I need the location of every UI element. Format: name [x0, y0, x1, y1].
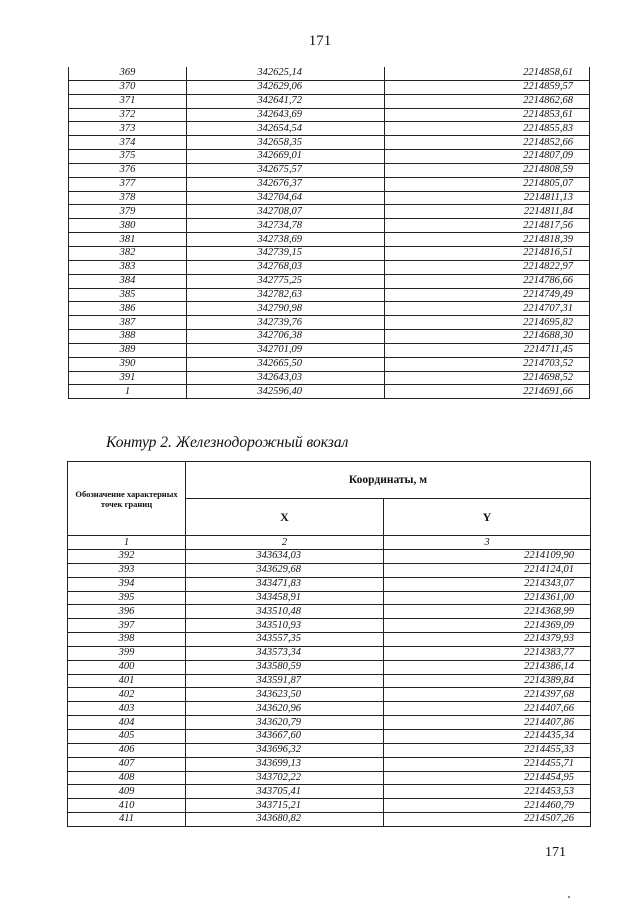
table-row: [69, 260, 590, 274]
point-number-cell: 405: [68, 729, 186, 743]
table-row: [69, 177, 590, 191]
x-coordinate-cell: 343702,22: [186, 771, 384, 785]
table-row: [69, 108, 590, 122]
table-row: [68, 771, 591, 785]
y-coordinate-cell: 2214383,77: [384, 646, 591, 660]
y-coordinate-cell: 2214862,68: [385, 94, 590, 108]
point-number-cell: 383: [69, 260, 187, 274]
y-coordinate-cell: 2214379,93: [384, 633, 591, 647]
point-number-cell: 397: [68, 619, 186, 633]
x-coordinate-cell: 343705,41: [186, 785, 384, 799]
x-coordinate-cell: 343667,60: [186, 729, 384, 743]
x-coordinate-cell: 342734,78: [187, 219, 385, 233]
table-row: [69, 136, 590, 150]
table-row: [68, 702, 591, 716]
header-x: X: [186, 499, 384, 536]
x-coordinate-cell: 342738,69: [187, 233, 385, 247]
x-coordinate-cell: 342596,40: [187, 385, 385, 399]
x-coordinate-cell: 342706,38: [187, 330, 385, 344]
point-number-cell: 371: [69, 94, 187, 108]
y-coordinate-cell: 2214455,33: [384, 743, 591, 757]
point-number-cell: 378: [69, 191, 187, 205]
y-coordinate-cell: 2214124,01: [384, 563, 591, 577]
point-number-cell: 375: [69, 150, 187, 164]
y-coordinate-cell: 2214361,00: [384, 591, 591, 605]
column-number-3: 3: [384, 536, 591, 550]
x-coordinate-cell: 343510,93: [186, 619, 384, 633]
y-coordinate-cell: 2214453,53: [384, 785, 591, 799]
y-coordinate-cell: 2214109,90: [384, 550, 591, 564]
x-coordinate-cell: 342675,57: [187, 163, 385, 177]
page-number-bottom: 171: [545, 845, 566, 860]
point-number-cell: 372: [69, 108, 187, 122]
table-row: [68, 550, 591, 564]
x-coordinate-cell: 342708,07: [187, 205, 385, 219]
y-coordinate-cell: 2214397,68: [384, 688, 591, 702]
point-number-cell: 400: [68, 660, 186, 674]
point-number-cell: 410: [68, 799, 186, 813]
point-number-cell: 394: [68, 577, 186, 591]
point-number-cell: 369: [69, 67, 187, 80]
y-coordinate-cell: 2214749,49: [385, 288, 590, 302]
table-row: [69, 94, 590, 108]
table-row: [69, 343, 590, 357]
y-coordinate-cell: 2214808,59: [385, 163, 590, 177]
x-coordinate-cell: 342676,37: [187, 177, 385, 191]
table-row: [69, 371, 590, 385]
coordinates-table-contour-2: [67, 461, 591, 827]
x-coordinate-cell: 342629,06: [187, 80, 385, 94]
table-row: [68, 688, 591, 702]
point-number-cell: 390: [69, 357, 187, 371]
header-coordinates: Координаты, м: [186, 462, 591, 499]
y-coordinate-cell: 2214859,57: [385, 80, 590, 94]
table-row: [68, 660, 591, 674]
table-row: [68, 799, 591, 813]
y-coordinate-cell: 2214703,52: [385, 357, 590, 371]
point-number-cell: 382: [69, 246, 187, 260]
table-row: [69, 316, 590, 330]
y-coordinate-cell: 2214407,66: [384, 702, 591, 716]
point-number-cell: 385: [69, 288, 187, 302]
table-row: [69, 330, 590, 344]
table-row: [68, 813, 591, 827]
y-coordinate-cell: 2214711,45: [385, 343, 590, 357]
page-number-top: 171: [308, 33, 332, 49]
x-coordinate-cell: 343620,79: [186, 716, 384, 730]
point-number-cell: 379: [69, 205, 187, 219]
y-coordinate-cell: 2214691,66: [385, 385, 590, 399]
table-row: [68, 619, 591, 633]
y-coordinate-cell: 2214343,07: [384, 577, 591, 591]
scan-speck: [568, 896, 570, 898]
y-coordinate-cell: 2214818,39: [385, 233, 590, 247]
y-coordinate-cell: 2214707,31: [385, 302, 590, 316]
y-coordinate-cell: 2214454,95: [384, 771, 591, 785]
x-coordinate-cell: 343699,13: [186, 757, 384, 771]
table-row: [69, 288, 590, 302]
point-number-cell: 373: [69, 122, 187, 136]
point-number-cell: 388: [69, 330, 187, 344]
table-row: [68, 729, 591, 743]
header-y: Y: [384, 499, 591, 536]
x-coordinate-cell: 342739,76: [187, 316, 385, 330]
point-number-cell: 402: [68, 688, 186, 702]
y-coordinate-cell: 2214455,71: [384, 757, 591, 771]
x-coordinate-cell: 342704,64: [187, 191, 385, 205]
table-row: [69, 274, 590, 288]
table-row: [68, 716, 591, 730]
table-row: [68, 633, 591, 647]
y-coordinate-cell: 2214368,99: [384, 605, 591, 619]
point-number-cell: 398: [68, 633, 186, 647]
table-row: [68, 757, 591, 771]
x-coordinate-cell: 342782,63: [187, 288, 385, 302]
y-coordinate-cell: 2214407,86: [384, 716, 591, 730]
x-coordinate-cell: 343715,21: [186, 799, 384, 813]
x-coordinate-cell: 342739,15: [187, 246, 385, 260]
header-designation: Обозначение характерных точек границ: [68, 462, 186, 536]
point-number-cell: 381: [69, 233, 187, 247]
table-row: [68, 591, 591, 605]
point-number-cell: 386: [69, 302, 187, 316]
point-number-cell: 376: [69, 163, 187, 177]
point-number-cell: 407: [68, 757, 186, 771]
x-coordinate-cell: 343629,68: [186, 563, 384, 577]
y-coordinate-cell: 2214822,97: [385, 260, 590, 274]
y-coordinate-cell: 2214698,52: [385, 371, 590, 385]
x-coordinate-cell: 342768,03: [187, 260, 385, 274]
x-coordinate-cell: 343573,34: [186, 646, 384, 660]
x-coordinate-cell: 342775,25: [187, 274, 385, 288]
contour-2-title: Контур 2. Железнодорожный вокзал: [106, 434, 349, 451]
x-coordinate-cell: 342643,69: [187, 108, 385, 122]
x-coordinate-cell: 342654,54: [187, 122, 385, 136]
x-coordinate-cell: 342658,35: [187, 136, 385, 150]
x-coordinate-cell: 343623,50: [186, 688, 384, 702]
point-number-cell: 387: [69, 316, 187, 330]
point-number-cell: 392: [68, 550, 186, 564]
table-row: [68, 563, 591, 577]
x-coordinate-cell: 342625,14: [187, 67, 385, 80]
y-coordinate-cell: 2214805,07: [385, 177, 590, 191]
table-row: [69, 191, 590, 205]
point-number-cell: 380: [69, 219, 187, 233]
point-number-cell: 401: [68, 674, 186, 688]
x-coordinate-cell: 343591,87: [186, 674, 384, 688]
point-number-cell: 393: [68, 563, 186, 577]
x-coordinate-cell: 342643,03: [187, 371, 385, 385]
table-row: [69, 219, 590, 233]
y-coordinate-cell: 2214435,34: [384, 729, 591, 743]
point-number-cell: 391: [69, 371, 187, 385]
y-coordinate-cell: 2214369,09: [384, 619, 591, 633]
point-number-cell: 404: [68, 716, 186, 730]
table-row: [69, 67, 590, 80]
y-coordinate-cell: 2214460,79: [384, 799, 591, 813]
table-row: [69, 122, 590, 136]
y-coordinate-cell: 2214695,82: [385, 316, 590, 330]
y-coordinate-cell: 2214807,09: [385, 150, 590, 164]
x-coordinate-cell: 342665,50: [187, 357, 385, 371]
point-number-cell: 389: [69, 343, 187, 357]
table-row: [69, 385, 590, 399]
table-row: [69, 246, 590, 260]
point-number-cell: 408: [68, 771, 186, 785]
y-coordinate-cell: 2214852,66: [385, 136, 590, 150]
x-coordinate-cell: 343696,32: [186, 743, 384, 757]
point-number-cell: 377: [69, 177, 187, 191]
x-coordinate-cell: 343634,03: [186, 550, 384, 564]
coordinates-table-contour-1: [68, 67, 590, 399]
x-coordinate-cell: 343458,91: [186, 591, 384, 605]
point-number-cell: 403: [68, 702, 186, 716]
table-row: [68, 785, 591, 799]
point-number-cell: 395: [68, 591, 186, 605]
point-number-cell: 384: [69, 274, 187, 288]
y-coordinate-cell: 2214389,84: [384, 674, 591, 688]
y-coordinate-cell: 2214507,26: [384, 813, 591, 827]
point-number-cell: 409: [68, 785, 186, 799]
table-row: [69, 80, 590, 94]
y-coordinate-cell: 2214817,56: [385, 219, 590, 233]
x-coordinate-cell: 342641,72: [187, 94, 385, 108]
table-row: [68, 605, 591, 619]
table-row: [68, 674, 591, 688]
y-coordinate-cell: 2214786,66: [385, 274, 590, 288]
column-number-2: 2: [186, 536, 384, 550]
table-row: [68, 743, 591, 757]
y-coordinate-cell: 2214816,51: [385, 246, 590, 260]
point-number-cell: 1: [69, 385, 187, 399]
point-number-cell: 374: [69, 136, 187, 150]
x-coordinate-cell: 343557,35: [186, 633, 384, 647]
point-number-cell: 406: [68, 743, 186, 757]
y-coordinate-cell: 2214386,14: [384, 660, 591, 674]
table-row: [69, 233, 590, 247]
y-coordinate-cell: 2214811,13: [385, 191, 590, 205]
x-coordinate-cell: 343580,59: [186, 660, 384, 674]
x-coordinate-cell: 343510,48: [186, 605, 384, 619]
y-coordinate-cell: 2214855,83: [385, 122, 590, 136]
x-coordinate-cell: 343471,83: [186, 577, 384, 591]
x-coordinate-cell: 343680,82: [186, 813, 384, 827]
point-number-cell: 399: [68, 646, 186, 660]
point-number-cell: 370: [69, 80, 187, 94]
y-coordinate-cell: 2214853,61: [385, 108, 590, 122]
x-coordinate-cell: 343620,96: [186, 702, 384, 716]
table-row: [69, 205, 590, 219]
x-coordinate-cell: 342790,98: [187, 302, 385, 316]
table-row: [69, 163, 590, 177]
y-coordinate-cell: 2214688,30: [385, 330, 590, 344]
point-number-cell: 411: [68, 813, 186, 827]
x-coordinate-cell: 342701,09: [187, 343, 385, 357]
column-number-1: 1: [68, 536, 186, 550]
table-row: [69, 357, 590, 371]
y-coordinate-cell: 2214858,61: [385, 67, 590, 80]
x-coordinate-cell: 342669,01: [187, 150, 385, 164]
point-number-cell: 396: [68, 605, 186, 619]
table-row: [69, 150, 590, 164]
table-row: [69, 302, 590, 316]
table-row: [68, 577, 591, 591]
y-coordinate-cell: 2214811,84: [385, 205, 590, 219]
table-row: [68, 646, 591, 660]
